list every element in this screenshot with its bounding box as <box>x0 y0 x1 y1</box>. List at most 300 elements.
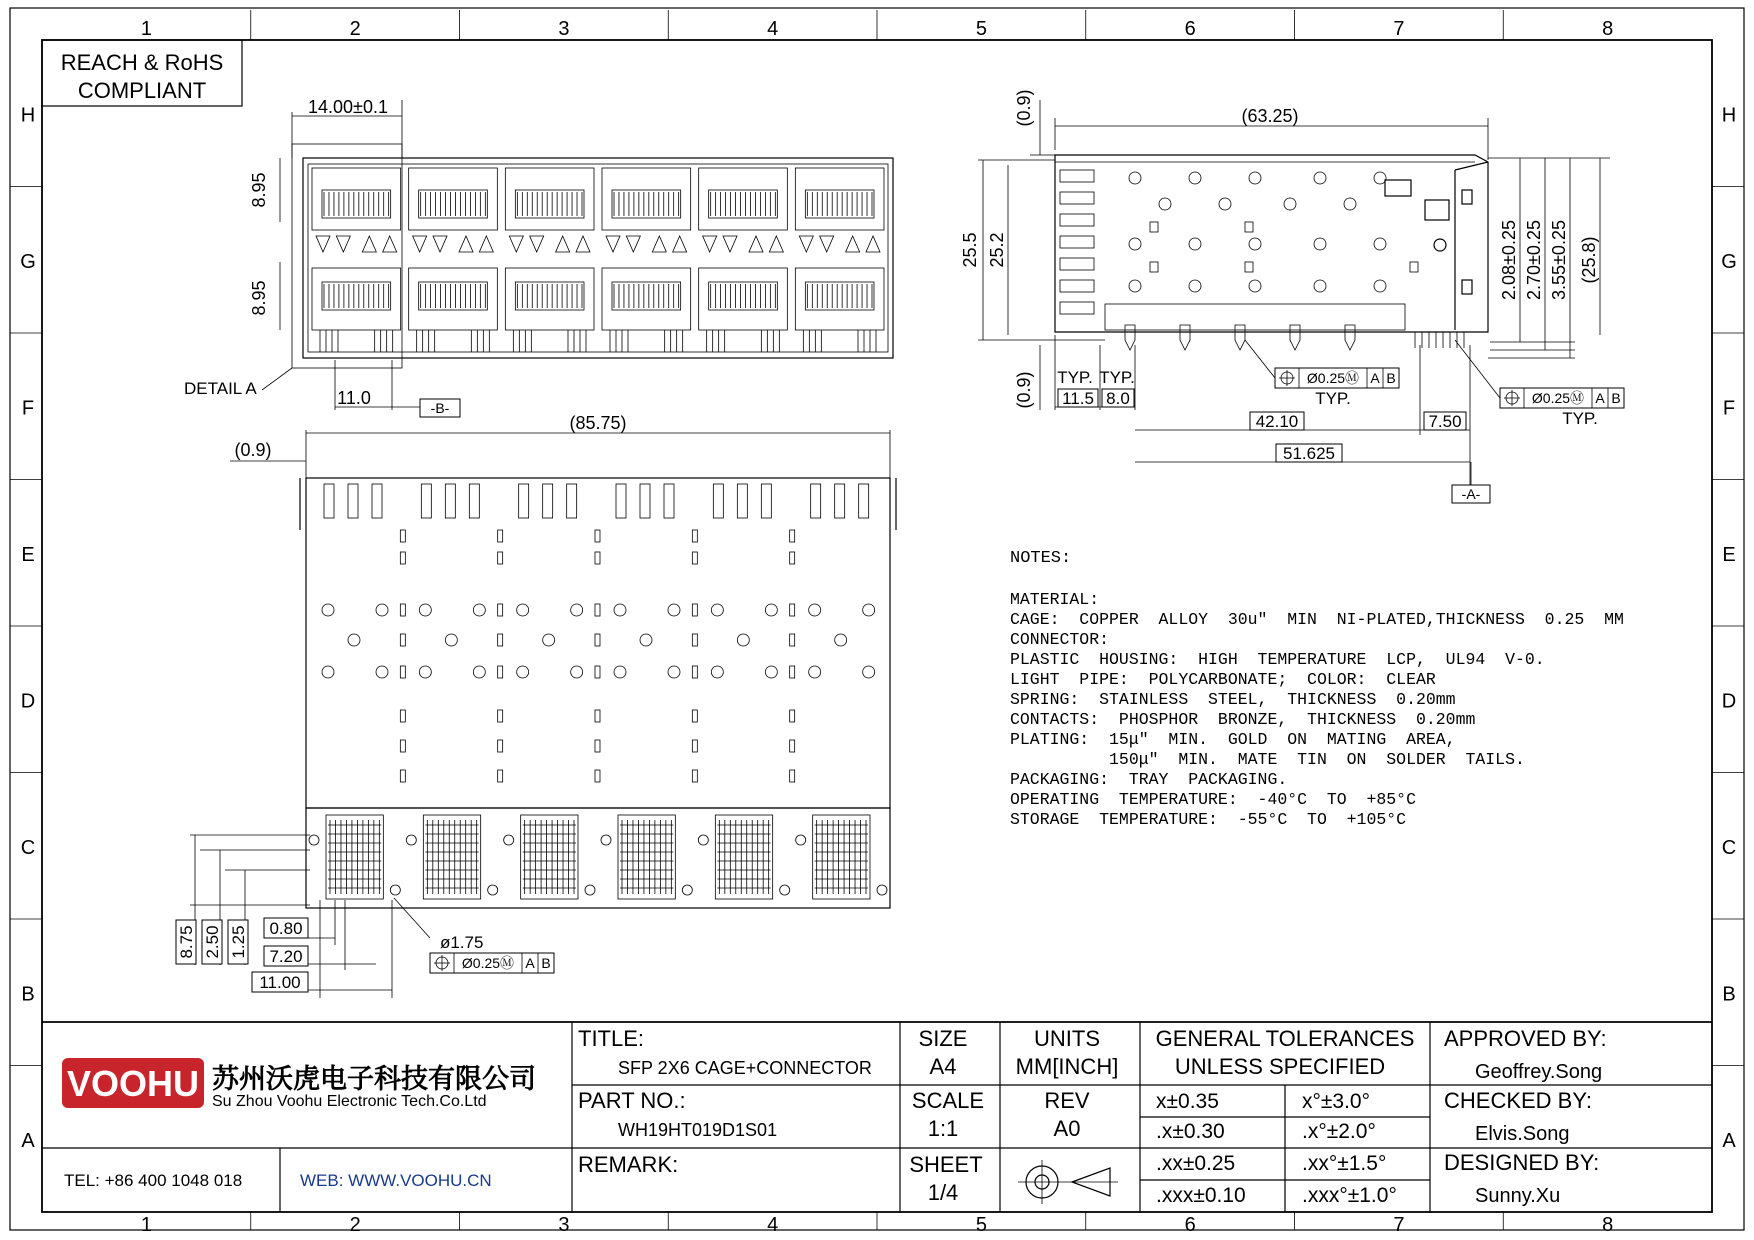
side-hole <box>1314 172 1326 184</box>
zone-col-label-top: 6 <box>1184 18 1196 40</box>
zone-col-label-bottom: 1 <box>140 1214 152 1236</box>
zone-col-label-top: 4 <box>767 18 779 40</box>
cage-tab <box>640 484 650 518</box>
cage-tab <box>372 484 382 518</box>
led-triangle-icon <box>866 236 880 252</box>
side-hole <box>1374 280 1386 292</box>
typ-label-3: TYP. <box>1315 389 1351 408</box>
vent-hole <box>737 634 749 646</box>
connector-block <box>618 815 675 899</box>
zone-col-label-top: 7 <box>1393 18 1405 40</box>
vent-hole <box>517 666 529 678</box>
side-slot <box>1060 192 1094 204</box>
side-slot <box>1060 236 1094 248</box>
detail-a-label: DETAIL A <box>184 379 257 398</box>
tolerance-heading-1: GENERAL TOLERANCES <box>1155 1026 1415 1051</box>
side-tab <box>1150 262 1158 272</box>
led-triangle-icon <box>799 236 813 252</box>
port-upper <box>505 168 594 230</box>
cage-tab <box>737 484 747 518</box>
cage-tab <box>543 484 553 518</box>
alignment-hole <box>682 885 692 895</box>
side-hole <box>1189 238 1201 250</box>
side-hole <box>1284 198 1296 210</box>
cage-slot <box>400 666 405 678</box>
datum-ref-a-side-2: A <box>1595 390 1605 406</box>
dim-7-20: 7.20 <box>269 947 303 966</box>
port-upper <box>699 168 788 230</box>
side-hole <box>1249 280 1261 292</box>
led-triangle-icon <box>576 236 590 252</box>
zone-col-label-top: 1 <box>140 18 152 40</box>
cage-slot <box>498 710 503 722</box>
dim-2-70: 2.70±0.25 <box>1524 220 1544 300</box>
alignment-hole <box>488 885 498 895</box>
units-label: UNITS <box>1034 1026 1100 1051</box>
led-triangle-icon <box>769 236 783 252</box>
cage-slot <box>498 530 503 542</box>
dim-7-50: 7.50 <box>1428 412 1462 431</box>
dim-25-2: 25.2 <box>987 232 1007 268</box>
side-view <box>960 89 1624 503</box>
alignment-hole <box>390 885 400 895</box>
port-lower <box>505 268 594 330</box>
led-triangle-icon <box>846 236 860 252</box>
cage-slot <box>692 770 697 782</box>
size-label: SIZE <box>918 1026 968 1051</box>
scale-label: SCALE <box>911 1088 985 1113</box>
side-slot <box>1060 258 1094 270</box>
vent-hole <box>809 666 821 678</box>
side-tab <box>1150 222 1158 232</box>
compliance-line2: COMPLIANT <box>77 78 207 103</box>
note-line: PACKAGING: TRAY PACKAGING. <box>1010 770 1288 789</box>
side-hole <box>1374 172 1386 184</box>
datum-ref-b: B <box>541 955 551 971</box>
tolerance-value-side-1: Ø0.25Ⓜ <box>1306 370 1360 386</box>
cage-slot <box>595 552 600 564</box>
dim-8-0: 8.0 <box>1106 389 1130 408</box>
side-hole <box>1314 238 1326 250</box>
note-line: 150μ" MIN. MATE TIN ON SOLDER TAILS. <box>1010 750 1525 769</box>
led-triangle-icon <box>459 236 473 252</box>
designed-label: DESIGNED BY: <box>1444 1150 1600 1175</box>
cage-tab <box>324 484 334 518</box>
dim-overall-width: (85.75) <box>569 413 627 433</box>
cage-slot <box>595 604 600 616</box>
dim-1-25: 1.25 <box>229 925 248 959</box>
dim-8-75: 8.75 <box>177 925 196 959</box>
tolerance-angular: .xx°±1.5° <box>1302 1152 1387 1175</box>
web: WEB: WWW.VOOHU.CN <box>300 1171 492 1190</box>
checked-value: Elvis.Song <box>1475 1123 1570 1145</box>
note-line: CONTACTS: PHOSPHOR BRONZE, THICKNESS 0.20mm <box>1010 710 1476 729</box>
cage-slot <box>692 552 697 564</box>
tolerance-linear: .xxx±0.10 <box>1156 1184 1246 1207</box>
rev-label: REV <box>1044 1088 1090 1113</box>
tolerance-heading-2: UNLESS SPECIFIED <box>1174 1054 1386 1079</box>
side-tab <box>1245 222 1253 232</box>
port-contacts <box>419 190 488 218</box>
led-triangle-icon <box>383 236 397 252</box>
cage-slot <box>692 710 697 722</box>
title-label: TITLE: <box>578 1026 645 1051</box>
alignment-hole <box>406 835 416 845</box>
side-slot <box>1060 302 1094 314</box>
dim-edge-offset: (0.9) <box>234 440 272 460</box>
cage-slot <box>498 740 503 752</box>
tolerance-linear: .x±0.30 <box>1156 1120 1225 1143</box>
led-triangle-icon <box>749 236 763 252</box>
side-tab <box>1245 262 1253 272</box>
note-line: CONNECTOR: <box>1010 630 1110 649</box>
note-line: MATERIAL: <box>1010 590 1100 609</box>
connector-block <box>813 815 870 899</box>
led-triangle-icon <box>413 236 427 252</box>
dim-port-pitch: 11.0 <box>337 388 371 408</box>
port-contacts <box>805 282 874 310</box>
side-hole <box>1219 198 1231 210</box>
position-tolerance-frame-bottom <box>430 953 554 973</box>
cage-tab <box>811 484 821 518</box>
part-label: PART NO.: <box>578 1088 686 1113</box>
dim-3-55: 3.55±0.25 <box>1549 220 1569 300</box>
vent-hole <box>711 604 723 616</box>
cage-slot <box>595 740 600 752</box>
port-lower <box>312 268 401 330</box>
dim-side-length: (63.25) <box>1241 106 1299 126</box>
vent-hole <box>322 604 334 616</box>
cage-slot <box>498 604 503 616</box>
port-contacts <box>805 190 874 218</box>
side-hole <box>1129 280 1141 292</box>
led-triangle-icon <box>556 236 570 252</box>
zone-row-label-right: F <box>1722 397 1736 420</box>
dim-25-5: 25.5 <box>960 232 980 268</box>
port-lower <box>602 268 691 330</box>
cage-tab <box>616 484 626 518</box>
dim-42-10: 42.10 <box>1255 412 1299 431</box>
side-hole <box>1344 198 1356 210</box>
remark-label: REMARK: <box>578 1152 679 1177</box>
cage-tab <box>519 484 529 518</box>
connector-block <box>423 815 480 899</box>
zone-row-label-left: E <box>21 543 35 566</box>
vent-hole <box>322 666 334 678</box>
hole-diameter: ø1.75 <box>440 933 484 952</box>
cage-slot <box>790 552 795 564</box>
port-upper <box>409 168 498 230</box>
cage-slot <box>400 740 405 752</box>
tel: TEL: +86 400 1048 018 <box>64 1171 243 1190</box>
cage-slot <box>790 740 795 752</box>
projection-symbol-icon <box>1018 1160 1118 1204</box>
zone-row-label-right: G <box>1721 250 1737 273</box>
vent-hole <box>543 634 555 646</box>
led-triangle-icon <box>606 236 620 252</box>
dim-bottom-offset: (0.9) <box>1014 371 1034 409</box>
cage-slot <box>692 604 697 616</box>
cage-slot <box>400 770 405 782</box>
cage-slot <box>595 530 600 542</box>
bottom-view <box>176 413 896 998</box>
rev-value: A0 <box>1053 1116 1081 1141</box>
vent-hole <box>419 604 431 616</box>
zone-col-label-bottom: 5 <box>975 1214 987 1236</box>
note-line: LIGHT PIPE: POLYCARBONATE; COLOR: CLEAR <box>1010 670 1436 689</box>
vent-hole <box>419 666 431 678</box>
port-upper <box>795 168 884 230</box>
dim-11-00: 11.00 <box>259 973 301 992</box>
zone-col-label-bottom: 8 <box>1602 1214 1614 1236</box>
press-fit-pin <box>1235 325 1245 350</box>
port-lower <box>409 268 498 330</box>
scale-value: 1:1 <box>927 1116 959 1141</box>
zone-col-label-bottom: 2 <box>349 1214 361 1236</box>
title-block <box>42 1022 1712 1212</box>
vent-hole <box>765 604 777 616</box>
press-fit-pin <box>1345 325 1355 350</box>
zone-row-label-left: B <box>21 983 35 1006</box>
vent-hole <box>863 666 875 678</box>
alignment-hole <box>877 885 887 895</box>
zone-row-label-right: C <box>1721 836 1737 859</box>
tolerance-angular: .x°±2.0° <box>1302 1120 1376 1143</box>
side-slot <box>1060 214 1094 226</box>
vent-hole <box>473 666 485 678</box>
zone-row-label-left: F <box>21 397 35 420</box>
typ-label-2: TYP. <box>1099 368 1135 387</box>
alignment-hole <box>796 835 806 845</box>
compliance-box <box>42 40 242 106</box>
dim-lower-height: 8.95 <box>249 280 269 316</box>
vent-hole <box>376 604 388 616</box>
company-en: Su Zhou Voohu Electronic Tech.Co.Ltd <box>212 1093 487 1110</box>
cage-slot <box>498 666 503 678</box>
port-upper <box>312 168 401 230</box>
cage-slot <box>692 634 697 646</box>
port-contacts <box>322 190 391 218</box>
title-value: SFP 2X6 CAGE+CONNECTOR <box>618 1058 872 1078</box>
cage-slot <box>400 530 405 542</box>
size-value: A4 <box>929 1054 957 1079</box>
led-triangle-icon <box>820 236 834 252</box>
notes-block <box>1010 549 1624 829</box>
cage-tab <box>421 484 431 518</box>
datum-b: -B- <box>430 400 450 416</box>
vent-hole <box>614 666 626 678</box>
cage-slot <box>595 710 600 722</box>
vent-hole <box>863 604 875 616</box>
dim-2-50: 2.50 <box>203 925 222 959</box>
vent-hole <box>640 634 652 646</box>
port-contacts <box>709 282 778 310</box>
vent-hole <box>517 604 529 616</box>
cage-tab <box>567 484 577 518</box>
cage-slot <box>790 530 795 542</box>
approved-value: Geoffrey.Song <box>1475 1061 1603 1083</box>
port-contacts <box>419 282 488 310</box>
alignment-hole <box>780 885 790 895</box>
side-tab <box>1410 262 1418 272</box>
company-cn: 苏州沃虎电子科技有限公司 <box>212 1064 536 1094</box>
cage-slot <box>790 710 795 722</box>
zone-col-label-top: 3 <box>558 18 570 40</box>
zone-row-label-left: D <box>20 690 36 713</box>
led-triangle-icon <box>336 236 350 252</box>
typ-label-1: TYP. <box>1057 368 1093 387</box>
cage-slot <box>692 740 697 752</box>
cage-slot <box>400 710 405 722</box>
cage-slot <box>400 552 405 564</box>
designed-value: Sunny.Xu <box>1475 1185 1561 1207</box>
cage-slot <box>790 770 795 782</box>
tolerance-angular: x°±3.0° <box>1302 1090 1371 1113</box>
vent-hole <box>445 634 457 646</box>
cage-slot <box>595 666 600 678</box>
datum-ref-a: A <box>525 955 535 971</box>
datum-ref-b-side-2: B <box>1611 390 1621 406</box>
side-hole <box>1189 280 1201 292</box>
connector-block <box>521 815 578 899</box>
tolerance-angular: .xxx°±1.0° <box>1302 1184 1397 1207</box>
zone-row-label-left: H <box>20 104 36 127</box>
cage-tab <box>445 484 455 518</box>
zone-row-label-right: D <box>1721 690 1737 713</box>
tolerance-value-side-2: Ø0.25Ⓜ <box>1531 390 1585 406</box>
cage-slot <box>692 530 697 542</box>
tolerance-linear: x±0.35 <box>1156 1090 1219 1113</box>
side-slot <box>1060 280 1094 292</box>
port-upper <box>602 168 691 230</box>
zone-row-label-right: A <box>1722 1129 1736 1152</box>
alignment-hole <box>504 835 514 845</box>
vent-hole <box>668 666 680 678</box>
side-hole <box>1249 172 1261 184</box>
note-line: PLATING: 15μ" MIN. GOLD ON MATING AREA, <box>1010 730 1456 749</box>
side-hole <box>1159 198 1171 210</box>
led-triangle-icon <box>652 236 666 252</box>
zone-col-label-bottom: 3 <box>558 1214 570 1236</box>
notes-heading: NOTES: <box>1010 549 1072 568</box>
port-lower <box>795 268 884 330</box>
port-contacts <box>709 190 778 218</box>
cage-slot <box>498 552 503 564</box>
led-triangle-icon <box>362 236 376 252</box>
cage-tab <box>469 484 479 518</box>
cage-tab <box>835 484 845 518</box>
zone-row-label-right: B <box>1722 983 1736 1006</box>
zone-col-label-top: 5 <box>975 18 987 40</box>
side-hole <box>1314 280 1326 292</box>
cage-tab <box>713 484 723 518</box>
connector-block <box>715 815 772 899</box>
vent-hole <box>473 604 485 616</box>
dim-top-offset: (0.9) <box>1014 89 1034 127</box>
connector-block <box>326 815 383 899</box>
logo-text: VOOHU <box>66 1063 200 1104</box>
led-triangle-icon <box>703 236 717 252</box>
cage-slot <box>400 634 405 646</box>
side-hole <box>1374 238 1386 250</box>
cage-slot <box>498 634 503 646</box>
zone-row-label-left: C <box>20 836 36 859</box>
port-lower <box>699 268 788 330</box>
led-triangle-icon <box>316 236 330 252</box>
dim-2-08: 2.08±0.25 <box>1499 220 1519 300</box>
cage-slot <box>692 666 697 678</box>
port-contacts <box>515 282 584 310</box>
position-tolerance-frame-side-1 <box>1275 368 1399 388</box>
position-tolerance-frame-side-2 <box>1500 388 1624 408</box>
cage-tab <box>859 484 869 518</box>
cage-tab <box>664 484 674 518</box>
vent-hole <box>614 604 626 616</box>
led-triangle-icon <box>479 236 493 252</box>
cage-tab <box>761 484 771 518</box>
side-hole <box>1129 172 1141 184</box>
datum-ref-a-side-1: A <box>1370 370 1380 386</box>
zone-col-label-bottom: 6 <box>1184 1214 1196 1236</box>
dim-upper-height: 8.95 <box>249 172 269 208</box>
vent-hole <box>835 634 847 646</box>
cage-slot <box>595 770 600 782</box>
alignment-hole <box>601 835 611 845</box>
compliance-line1: REACH & RoHS <box>60 50 224 75</box>
led-triangle-icon <box>433 236 447 252</box>
part-value: WH19HT019D1S01 <box>618 1120 778 1140</box>
datum-a: -A- <box>1461 486 1481 502</box>
dim-51-625: 51.625 <box>1283 444 1335 463</box>
sheet-label: SHEET <box>909 1152 983 1177</box>
note-line: OPERATING TEMPERATURE: -40°C TO +85°C <box>1010 790 1416 809</box>
vent-hole <box>711 666 723 678</box>
port-contacts <box>612 190 681 218</box>
vent-hole <box>571 604 583 616</box>
zone-row-label-left: G <box>20 250 36 273</box>
sheet-value: 1/4 <box>927 1180 959 1205</box>
datum-ref-b-side-1: B <box>1386 370 1396 386</box>
led-triangle-icon <box>626 236 640 252</box>
cage-slot <box>595 634 600 646</box>
zone-col-label-top: 2 <box>349 18 361 40</box>
approved-label: APPROVED BY: <box>1444 1026 1607 1051</box>
zone-col-label-top: 8 <box>1602 18 1614 40</box>
led-triangle-icon <box>673 236 687 252</box>
note-line: SPRING: STAINLESS STEEL, THICKNESS 0.20mm <box>1010 690 1456 709</box>
dim-11-5: 11.5 <box>1062 389 1094 408</box>
press-fit-pin <box>1125 325 1135 350</box>
press-fit-pin <box>1290 325 1300 350</box>
checked-label: CHECKED BY: <box>1444 1088 1592 1113</box>
cage-slot <box>400 604 405 616</box>
note-line: STORAGE TEMPERATURE: -55°C TO +105°C <box>1010 810 1407 829</box>
zone-row-label-right: E <box>1722 543 1736 566</box>
dim-25-8: (25.8) <box>1579 236 1599 284</box>
vent-hole <box>376 666 388 678</box>
alignment-hole <box>585 885 595 895</box>
tolerance-value-bottom: Ø0.25Ⓜ <box>461 955 515 971</box>
vent-hole <box>765 666 777 678</box>
cage-slot <box>498 770 503 782</box>
cage-tab <box>348 484 358 518</box>
cage-slot <box>790 666 795 678</box>
zone-row-label-right: H <box>1721 104 1737 127</box>
alignment-hole <box>309 835 319 845</box>
note-line: PLASTIC HOUSING: HIGH TEMPERATURE LCP, UL94 V-0. <box>1010 650 1545 669</box>
typ-label-4: TYP. <box>1562 409 1598 428</box>
led-triangle-icon <box>723 236 737 252</box>
